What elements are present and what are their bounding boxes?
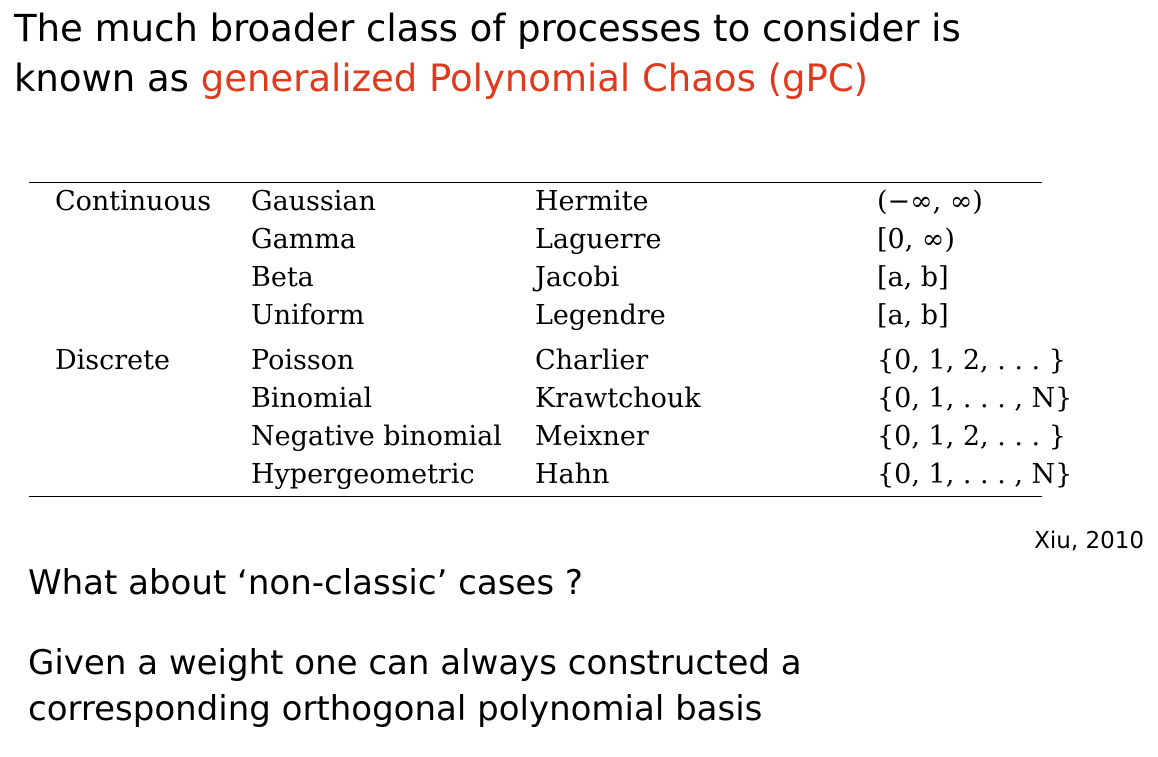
support-cell: [0, ∞) <box>877 224 955 255</box>
distribution-cell: Negative binomial <box>251 421 502 452</box>
slide-title <box>14 4 961 104</box>
table-row <box>29 221 1042 259</box>
table-row <box>29 342 1066 380</box>
title-line-2 <box>14 54 961 104</box>
polynomial-cell: Hahn <box>535 459 610 490</box>
table-row <box>29 259 1042 297</box>
distribution-cell: Poisson <box>251 345 355 376</box>
title-line-1: The much broader class of processes to consider is <box>14 7 961 50</box>
support-cell: (−∞, ∞) <box>877 186 983 217</box>
body-line-1: Given a weight one can always constructed a <box>28 643 802 683</box>
polynomial-cell: Jacobi <box>535 262 620 293</box>
polynomial-cell: Charlier <box>535 345 649 376</box>
body-line-2: corresponding orthogonal polynomial basis <box>28 689 763 729</box>
polynomial-cell: Krawtchouk <box>535 383 701 414</box>
support-cell: {0, 1, 2, . . . } <box>877 345 1066 376</box>
polynomial-cell: Hermite <box>535 186 649 217</box>
distribution-cell: Hypergeometric <box>251 459 475 490</box>
askey-scheme-table <box>29 182 1073 497</box>
support-cell: [a, b] <box>877 262 949 293</box>
table-row <box>29 297 1042 335</box>
support-cell: {0, 1, . . . , N} <box>877 383 1073 414</box>
body-text <box>28 640 802 732</box>
gpc-highlight: generalized Polynomial Chaos (gPC) <box>200 57 869 100</box>
distribution-cell: Binomial <box>251 383 373 414</box>
distribution-cell: Beta <box>251 262 314 293</box>
question-heading: What about ‘non-classic’ cases ? <box>28 563 583 603</box>
citation: Xiu, 2010 <box>1034 528 1144 554</box>
type-cell: Discrete <box>55 345 170 376</box>
polynomial-cell: Meixner <box>535 421 649 452</box>
table-row <box>29 380 1073 418</box>
type-cell: Continuous <box>55 186 212 217</box>
table-row <box>29 418 1066 456</box>
distribution-cell: Gaussian <box>251 186 376 217</box>
distribution-cell: Uniform <box>251 300 365 331</box>
polynomial-cell: Legendre <box>535 300 666 331</box>
distribution-cell: Gamma <box>251 224 356 255</box>
title-line-2-prefix: known as <box>14 57 201 100</box>
table-row <box>29 456 1073 494</box>
support-cell: [a, b] <box>877 300 949 331</box>
polynomial-cell: Laguerre <box>535 224 662 255</box>
support-cell: {0, 1, 2, . . . } <box>877 421 1066 452</box>
support-cell: {0, 1, . . . , N} <box>877 459 1073 490</box>
table-row <box>29 183 1042 221</box>
